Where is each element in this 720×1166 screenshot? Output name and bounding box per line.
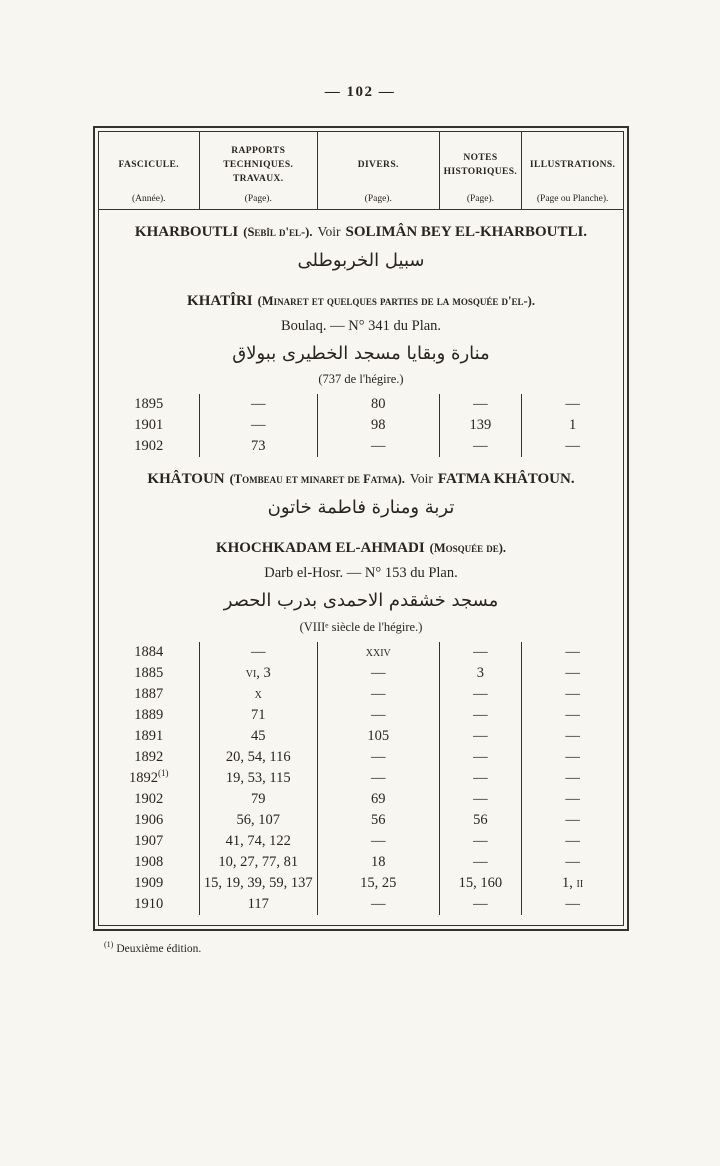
value-cell: 3 (439, 663, 522, 684)
footnote (104, 940, 720, 955)
entry-title (107, 470, 615, 489)
table-row (99, 894, 623, 915)
table-row (99, 394, 623, 415)
value-cell: 41, 74, 122 (199, 831, 317, 852)
value-cell: 45 (199, 726, 317, 747)
year-cell: 1892 (134, 748, 164, 765)
value-cell: 1, ii (521, 873, 623, 894)
arabic-caption: تربة ومنارة فاطمة خاتون (267, 497, 455, 519)
value-cell: 56 (317, 810, 439, 831)
value-cell: — (317, 705, 439, 726)
year-cell: 1884 (134, 643, 164, 660)
value-cell: 1 (521, 415, 623, 436)
index-table-frame (93, 126, 629, 931)
year-cell: 1907 (134, 832, 164, 849)
entry-title (107, 539, 615, 558)
value-cell: — (199, 642, 317, 663)
header-fascicule-sub: (Année). (132, 193, 166, 204)
index-table (98, 131, 624, 926)
value-cell: — (521, 726, 623, 747)
khatiri-rows (99, 394, 623, 457)
value-cell: — (439, 747, 522, 768)
year-cell: 1891 (134, 727, 164, 744)
entry-location: Boulaq. — N° 341 du Plan. (280, 317, 442, 334)
value-cell: 105 (317, 726, 439, 747)
value-cell: 80 (317, 394, 439, 415)
value-cell: 15, 25 (317, 873, 439, 894)
entry-name: KHOCHKADAM EL-AHMADI (215, 540, 425, 557)
value-cell: — (317, 747, 439, 768)
value-cell: — (317, 663, 439, 684)
section-khochkadam (99, 526, 623, 641)
section-khatiri (99, 279, 623, 394)
header-line: TRAVAUX. (232, 174, 284, 185)
cross-reference-target: SOLIMÂN BEY EL-KHARBOUTLI. (345, 224, 588, 240)
year-cell: 1909 (134, 874, 164, 891)
header-divers-title (320, 137, 437, 194)
value-cell: — (439, 642, 522, 663)
value-cell: 56, 107 (199, 810, 317, 831)
value-cell: — (317, 436, 439, 457)
header-illustrations (521, 132, 623, 209)
value-cell: 139 (439, 415, 522, 436)
page-number: — 102 — (324, 84, 396, 100)
table-row (99, 852, 623, 873)
footnote-marker: (1) (104, 939, 114, 949)
table-row (99, 663, 623, 684)
year-cell: 1887 (134, 685, 164, 702)
value-cell: — (521, 831, 623, 852)
header-notes-sub: (Page). (466, 193, 494, 204)
entry-descriptor: (Mosquée de). (429, 541, 507, 556)
entry-name: KHÂTOUN (147, 471, 225, 488)
header-rapports-title (202, 137, 315, 194)
value-cell: — (439, 768, 522, 789)
value-cell: 79 (199, 789, 317, 810)
table-body (99, 210, 623, 925)
footnote-reference: (1) (158, 767, 169, 778)
value-cell: x (199, 684, 317, 705)
table-row (99, 684, 623, 705)
header-line: FASCICULE. (118, 160, 180, 171)
table-row (99, 436, 623, 457)
value-cell: xxiv (317, 642, 439, 663)
value-cell: — (439, 436, 522, 457)
section-khatoun (99, 457, 623, 526)
header-illustrations-sub: (Page ou Planche). (536, 193, 609, 204)
header-illustrations-title (524, 137, 621, 194)
value-cell: 117 (199, 894, 317, 915)
value-cell: — (521, 663, 623, 684)
year-cell: 1885 (134, 664, 164, 681)
value-cell: — (439, 852, 522, 873)
table-row (99, 642, 623, 663)
entry-title (107, 292, 615, 311)
value-cell: — (439, 894, 522, 915)
year-cell: 1892$^{(1)}$ (129, 767, 169, 786)
arabic-caption: سبيل الخربوطلى (297, 249, 425, 271)
cross-reference-target: FATMA KHÂTOUN. (437, 471, 575, 488)
year-cell: 1902 (134, 438, 164, 455)
table-row (99, 747, 623, 768)
value-cell: 20, 54, 116 (199, 747, 317, 768)
entry-descriptor: (Minaret et quelques parties de la mosquée d'el-). (257, 294, 535, 309)
value-cell: — (521, 894, 623, 915)
cross-reference-word: Voir (409, 471, 433, 487)
header-divers (317, 132, 439, 209)
header-line: RAPPORTS (231, 145, 286, 156)
header-line: TECHNIQUES. (223, 160, 294, 171)
value-cell: — (521, 436, 623, 457)
entry-descriptor: (Sebîl d'el-). (243, 225, 313, 239)
header-line: NOTES (463, 153, 498, 164)
header-notes-title (442, 137, 520, 194)
year-cell: 1910 (134, 895, 164, 912)
value-cell: — (439, 705, 522, 726)
header-notes (439, 132, 522, 209)
year-cell: 1906 (134, 811, 164, 828)
value-cell: — (199, 415, 317, 436)
table-row (99, 810, 623, 831)
arabic-caption: منارة وبقايا مسجد الخطيرى ببولاق (232, 342, 490, 364)
value-cell: — (521, 789, 623, 810)
header-line: ILLUSTRATIONS. (529, 160, 616, 171)
header-fascicule (99, 132, 199, 209)
value-cell: — (439, 831, 522, 852)
cross-reference-word: Voir (317, 224, 341, 239)
value-cell: — (439, 789, 522, 810)
value-cell: 18 (317, 852, 439, 873)
value-cell: 71 (199, 705, 317, 726)
value-cell: 15, 19, 39, 59, 137 (199, 873, 317, 894)
value-cell: — (317, 894, 439, 915)
table-row (99, 873, 623, 894)
value-cell: — (521, 810, 623, 831)
header-fascicule-title (101, 137, 197, 194)
value-cell: 73 (199, 436, 317, 457)
year-cell: 1908 (134, 853, 164, 870)
header-rapports (199, 132, 317, 209)
value-cell: — (439, 684, 522, 705)
value-cell: — (317, 684, 439, 705)
scanned-document-page (0, 84, 720, 954)
table-row (99, 768, 623, 789)
year-cell: 1889 (134, 706, 164, 723)
value-cell: 98 (317, 415, 439, 436)
year-cell: 1895 (134, 396, 164, 413)
value-cell: — (521, 684, 623, 705)
arabic-caption: مسجد خشقدم الاحمدى بدرب الحصر (223, 590, 499, 612)
entry-descriptor: (Tombeau et minaret de Fatma). (229, 472, 405, 487)
header-divers-sub: (Page). (364, 193, 392, 204)
value-cell: 56 (439, 810, 522, 831)
section-kharboutli (99, 210, 623, 279)
value-cell: 15, 160 (439, 873, 522, 894)
entry-date: (737 de l'hégire.) (318, 372, 404, 387)
value-cell: — (439, 726, 522, 747)
header-line: DIVERS. (357, 160, 399, 171)
entry-name: KHARBOUTLI (134, 224, 239, 240)
value-cell: — (521, 768, 623, 789)
table-header-row (99, 132, 623, 210)
value-cell: vi, 3 (199, 663, 317, 684)
value-cell: — (521, 642, 623, 663)
entry-date: (VIIIᵉ siècle de l'hégire.) (299, 619, 423, 634)
value-cell: — (439, 394, 522, 415)
value-cell: — (521, 747, 623, 768)
table-row (99, 415, 623, 436)
value-cell: — (317, 831, 439, 852)
table-row (99, 789, 623, 810)
entry-name: KHATÎRI (187, 293, 253, 310)
value-cell: — (199, 394, 317, 415)
value-cell: 69 (317, 789, 439, 810)
year-cell: 1901 (134, 417, 164, 434)
table-row (99, 705, 623, 726)
entry-location: Darb el-Hosr. — N° 153 du Plan. (264, 565, 458, 582)
table-row (99, 726, 623, 747)
value-cell: — (521, 852, 623, 873)
value-cell: — (317, 768, 439, 789)
table-row (99, 831, 623, 852)
header-line: HISTORIQUES. (443, 167, 518, 178)
entry-title (107, 223, 615, 242)
value-cell: 19, 53, 115 (199, 768, 317, 789)
footnote-text: Deuxième édition. (116, 942, 202, 955)
year-cell: 1902 (134, 790, 164, 807)
value-cell: — (521, 394, 623, 415)
value-cell: 10, 27, 77, 81 (199, 852, 317, 873)
value-cell: — (521, 705, 623, 726)
khochkadam-rows (99, 642, 623, 915)
header-rapports-sub: (Page). (244, 193, 272, 204)
